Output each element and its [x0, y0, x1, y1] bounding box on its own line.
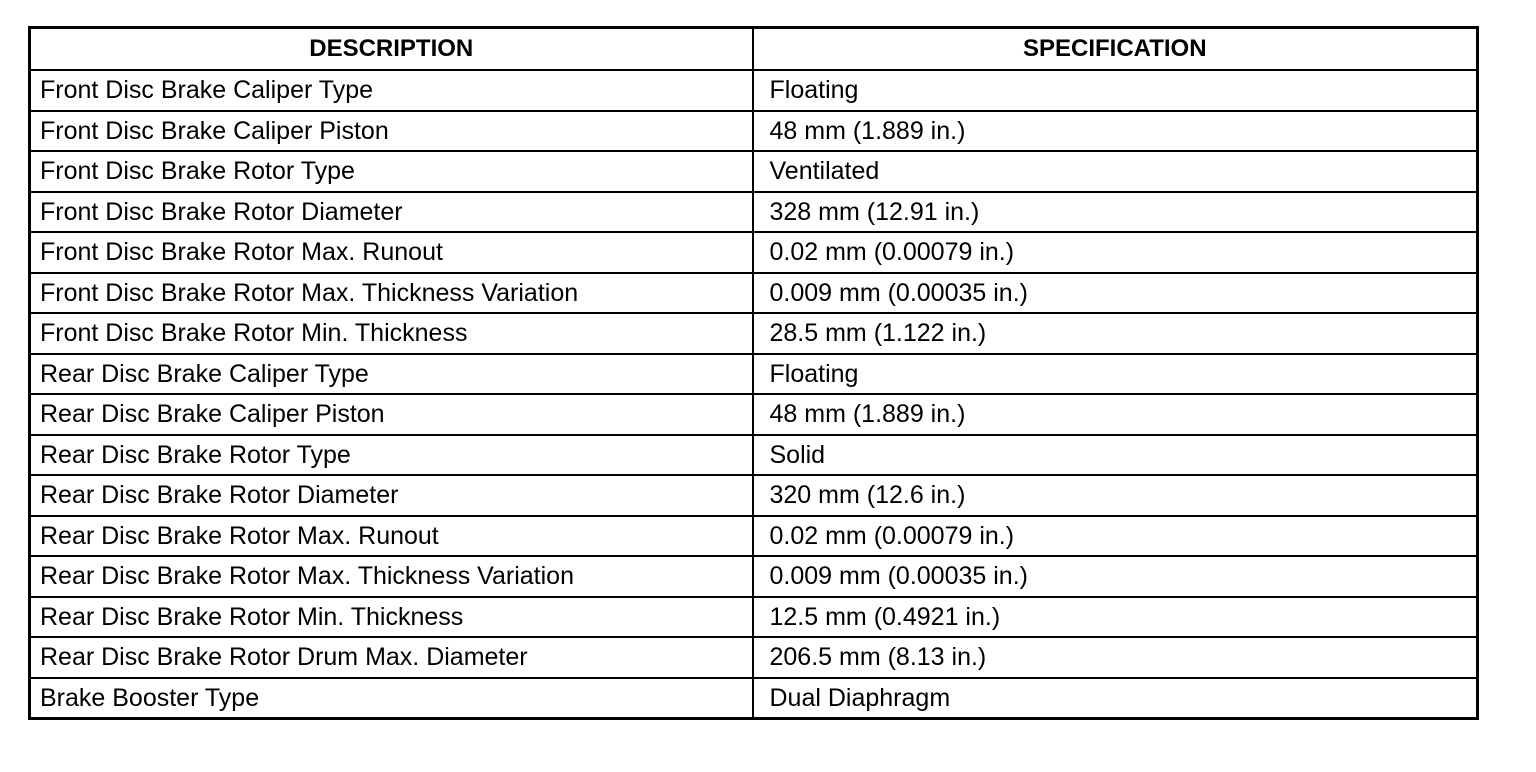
- description-cell: Rear Disc Brake Rotor Max. Runout: [30, 516, 753, 557]
- table-row: [30, 151, 1478, 192]
- specification-table: [28, 26, 1479, 720]
- specification-cell: Solid: [753, 435, 1478, 476]
- specification-cell: Ventilated: [753, 151, 1478, 192]
- table-row: [30, 273, 1478, 314]
- table-header-row: [30, 28, 1478, 71]
- specification-cell: 328 mm (12.91 in.): [753, 192, 1478, 233]
- specification-cell: Floating: [753, 354, 1478, 395]
- table-row: [30, 637, 1478, 678]
- table-row: [30, 313, 1478, 354]
- description-cell: Front Disc Brake Rotor Max. Thickness Variation: [30, 273, 753, 314]
- table-row: [30, 435, 1478, 476]
- description-cell: Rear Disc Brake Rotor Drum Max. Diameter: [30, 637, 753, 678]
- specification-cell: 28.5 mm (1.122 in.): [753, 313, 1478, 354]
- description-cell: Front Disc Brake Rotor Diameter: [30, 192, 753, 233]
- table-row: [30, 678, 1478, 719]
- table-row: [30, 111, 1478, 152]
- specification-cell: Floating: [753, 70, 1478, 111]
- specification-cell: 320 mm (12.6 in.): [753, 475, 1478, 516]
- specification-cell: 48 mm (1.889 in.): [753, 111, 1478, 152]
- table-row: [30, 597, 1478, 638]
- description-cell: Rear Disc Brake Caliper Piston: [30, 394, 753, 435]
- description-cell: Front Disc Brake Caliper Piston: [30, 111, 753, 152]
- description-cell: Rear Disc Brake Rotor Diameter: [30, 475, 753, 516]
- specification-cell: Dual Diaphragm: [753, 678, 1478, 719]
- specification-cell: 0.02 mm (0.00079 in.): [753, 516, 1478, 557]
- specification-cell: 0.02 mm (0.00079 in.): [753, 232, 1478, 273]
- description-cell: Front Disc Brake Rotor Min. Thickness: [30, 313, 753, 354]
- column-header-description: DESCRIPTION: [30, 28, 753, 71]
- description-cell: Rear Disc Brake Rotor Max. Thickness Variation: [30, 556, 753, 597]
- specification-cell: 0.009 mm (0.00035 in.): [753, 556, 1478, 597]
- column-header-specification: SPECIFICATION: [753, 28, 1478, 71]
- table-row: [30, 354, 1478, 395]
- specification-cell: 206.5 mm (8.13 in.): [753, 637, 1478, 678]
- description-cell: Brake Booster Type: [30, 678, 753, 719]
- specification-cell: 48 mm (1.889 in.): [753, 394, 1478, 435]
- table-row: [30, 516, 1478, 557]
- table-row: [30, 475, 1478, 516]
- description-cell: Front Disc Brake Rotor Max. Runout: [30, 232, 753, 273]
- table-row: [30, 232, 1478, 273]
- table-row: [30, 192, 1478, 233]
- description-cell: Rear Disc Brake Rotor Min. Thickness: [30, 597, 753, 638]
- description-cell: Front Disc Brake Rotor Type: [30, 151, 753, 192]
- description-cell: Rear Disc Brake Rotor Type: [30, 435, 753, 476]
- table-row: [30, 556, 1478, 597]
- description-cell: Front Disc Brake Caliper Type: [30, 70, 753, 111]
- description-cell: Rear Disc Brake Caliper Type: [30, 354, 753, 395]
- specification-cell: 12.5 mm (0.4921 in.): [753, 597, 1478, 638]
- table-row: [30, 394, 1478, 435]
- table-row: [30, 70, 1478, 111]
- specification-cell: 0.009 mm (0.00035 in.): [753, 273, 1478, 314]
